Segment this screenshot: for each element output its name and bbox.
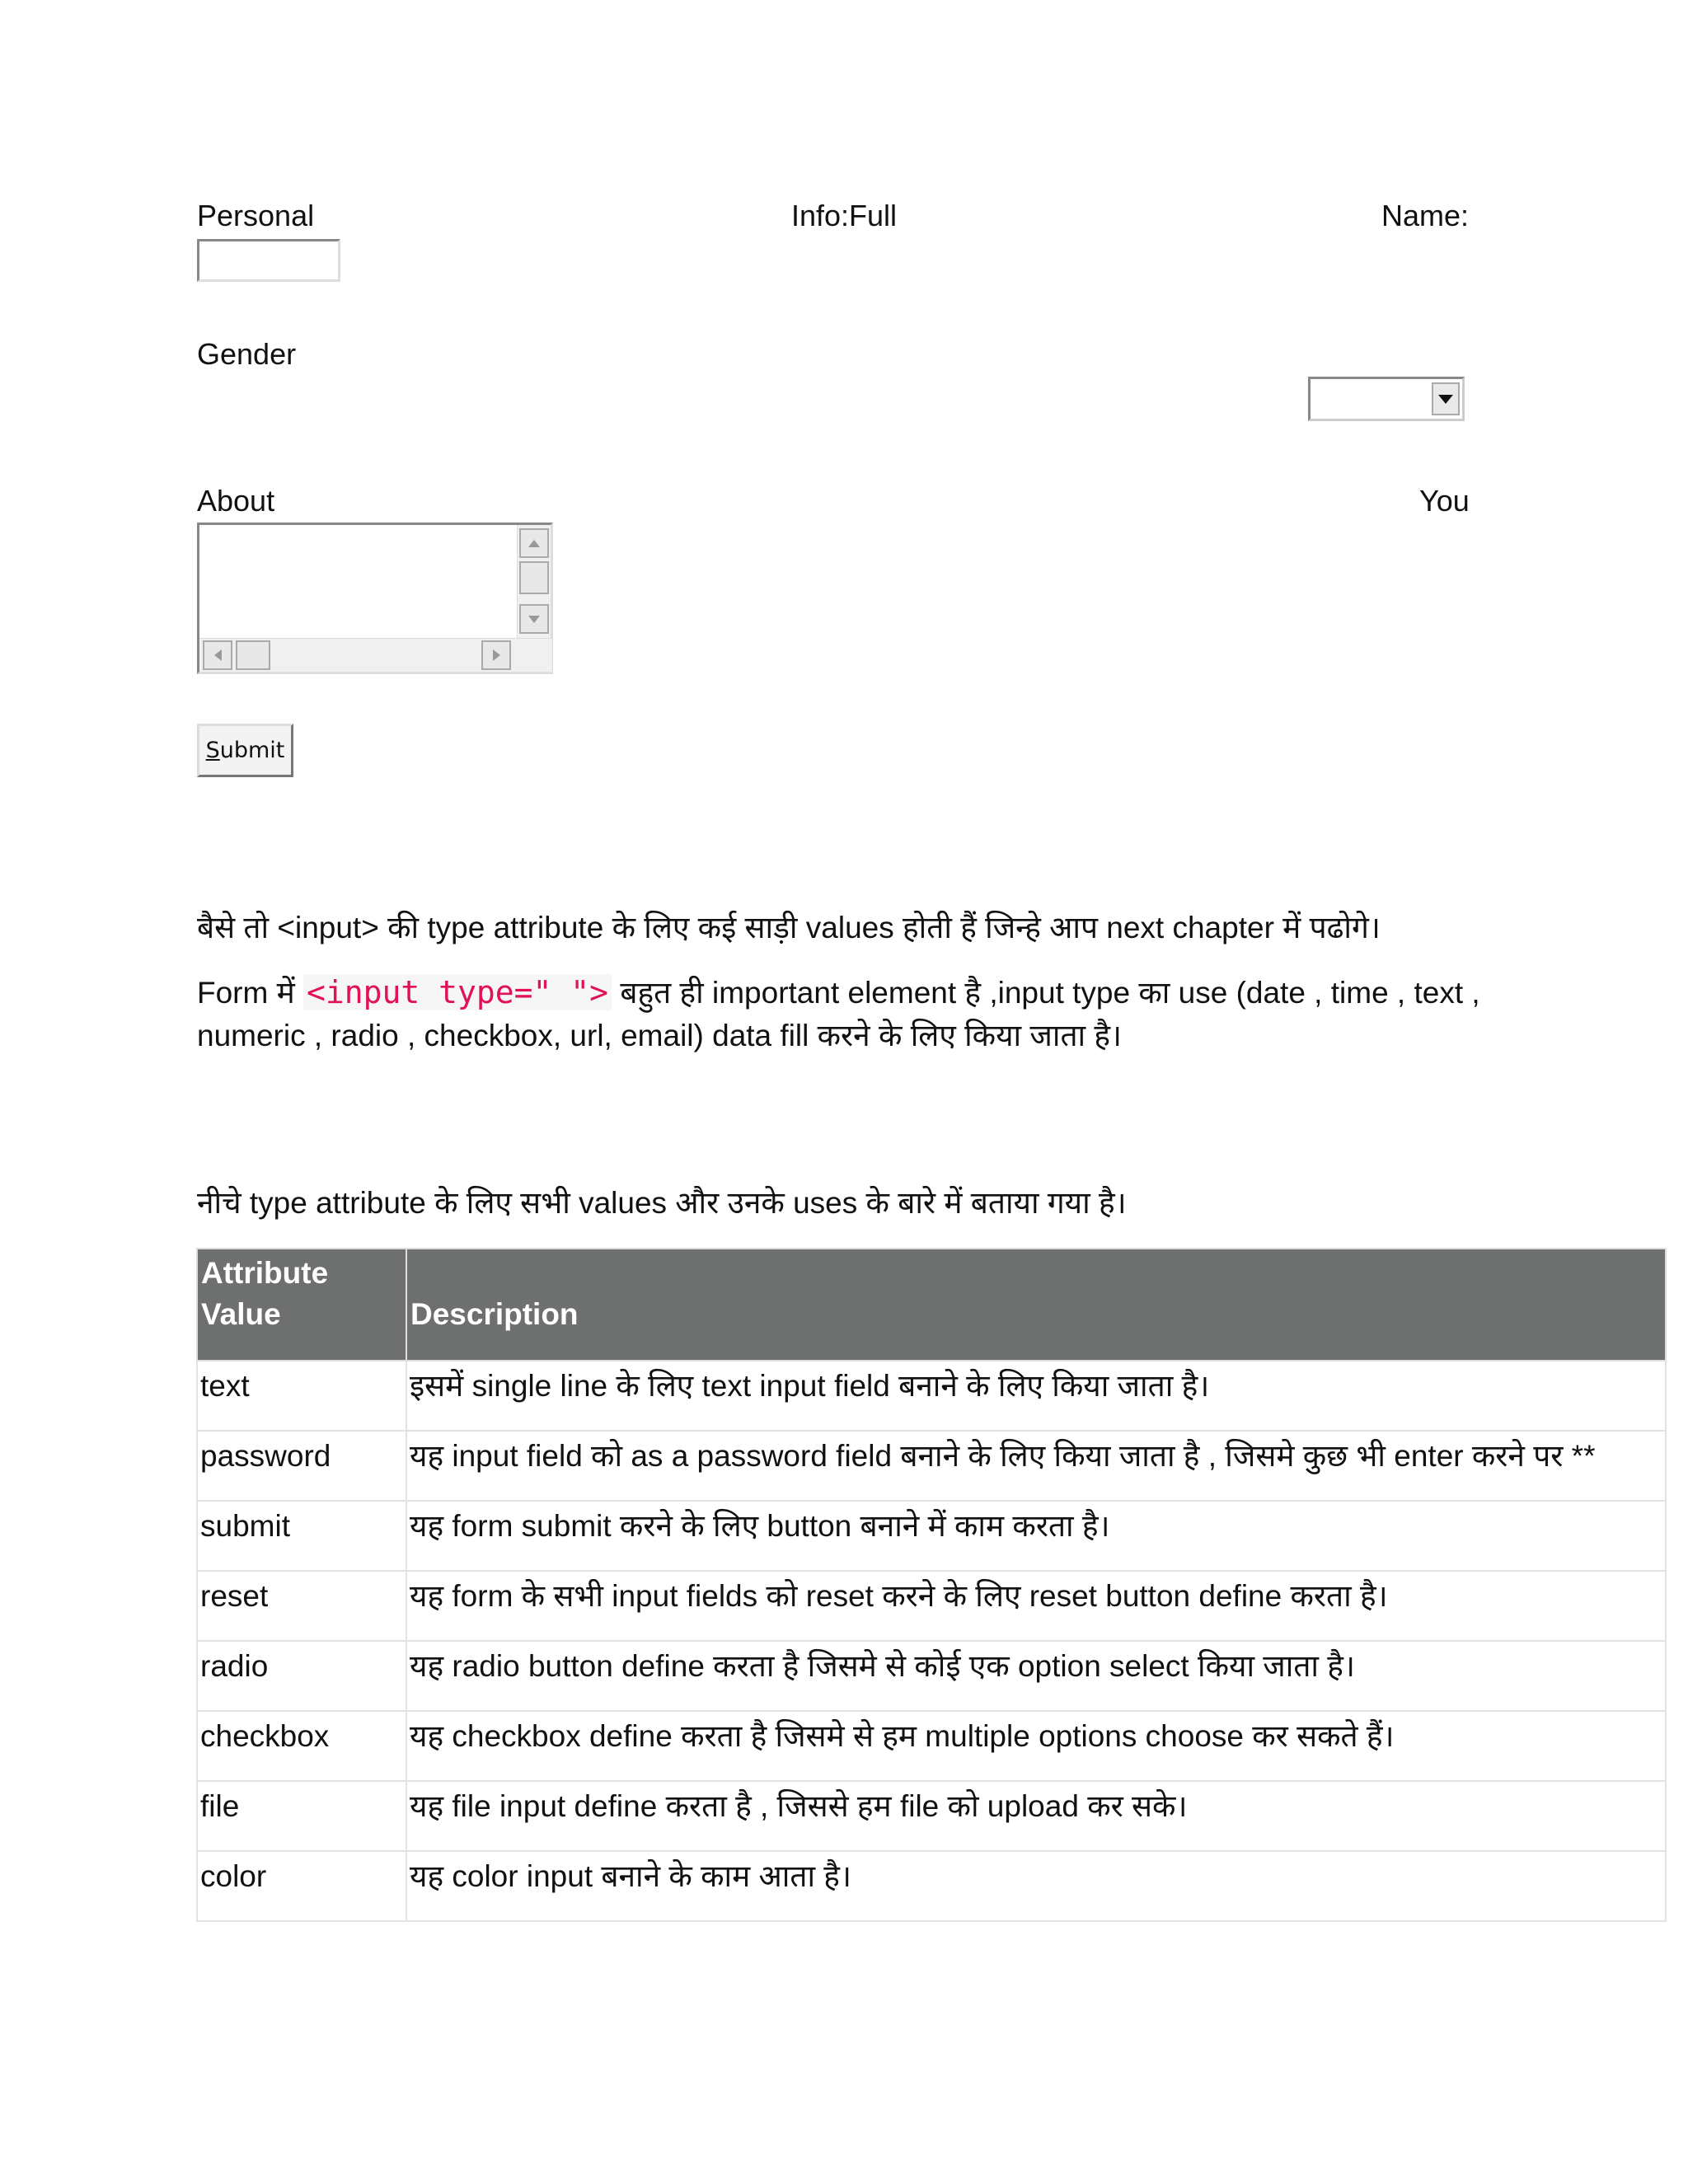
table-row	[197, 1781, 1666, 1851]
scroll-right-button[interactable]	[481, 640, 511, 670]
para2-line2: numeric , radio , checkbox, url, email) data fill करने के लिए किया जाता है।	[197, 1019, 1123, 1052]
paragraph-input-values: बैसे तो <input> की type attribute के लिए कई साड़ी values होती हैं जिन्हे आप next chapter में पढोगे।	[197, 911, 1381, 944]
vertical-scrollbar[interactable]	[517, 525, 551, 640]
cell-desc: यह color input बनाने के काम आता है।	[406, 1851, 1666, 1921]
header-attribute-value	[197, 1249, 406, 1361]
cell-desc: यह form submit करने के लिए button बनाने में काम करता है।	[406, 1501, 1666, 1571]
paragraph-table-intro: नीचे type attribute के लिए सभी values और उनके uses के बारे में बताया गया है।	[197, 1186, 1127, 1220]
label-personal: Personal	[197, 199, 315, 232]
header-col1-line2: Value	[201, 1297, 281, 1331]
about-you-textarea[interactable]	[197, 523, 553, 674]
cell-value: reset	[197, 1571, 406, 1641]
attribute-table	[196, 1248, 1667, 1922]
label-gender: Gender	[197, 337, 297, 371]
chevron-down-icon	[1438, 395, 1453, 404]
cell-value: file	[197, 1781, 406, 1851]
horizontal-scrollbar[interactable]	[199, 638, 552, 672]
full-name-input[interactable]	[197, 239, 340, 282]
label-info-full: Info:Full	[791, 199, 898, 232]
arrow-left-icon	[214, 649, 222, 661]
dropdown-button[interactable]	[1432, 382, 1460, 415]
cell-desc: यह input field को as a password field बनाने के लिए किया जाता है , जिसमे कुछ भी enter करने पर **	[406, 1431, 1666, 1501]
scroll-up-button[interactable]	[519, 528, 549, 558]
table-row	[197, 1851, 1666, 1921]
submit-label-rest: ubmit	[219, 738, 285, 763]
cell-value: radio	[197, 1641, 406, 1711]
table-row	[197, 1501, 1666, 1571]
arrow-right-icon	[493, 649, 500, 661]
scroll-down-button[interactable]	[519, 604, 549, 634]
cell-desc: यह checkbox define करता है जिसमे से हम multiple options choose कर सकते हैं।	[406, 1711, 1666, 1781]
table-row	[197, 1431, 1666, 1501]
header-col1-line1: Attribute	[201, 1256, 329, 1290]
para2-prefix: Form में	[197, 976, 304, 1010]
cell-desc: इसमें single line के लिए text input field बनाने के लिए किया जाता है।	[406, 1361, 1666, 1431]
cell-desc: यह form के सभी input fields को reset करने के लिए reset button define करता है।	[406, 1571, 1666, 1641]
cell-desc: यह radio button define करता है जिसमे से कोई एक option select किया जाता है।	[406, 1641, 1666, 1711]
vertical-scroll-thumb[interactable]	[519, 561, 549, 594]
table-header-row	[197, 1249, 1666, 1361]
cell-value: password	[197, 1431, 406, 1501]
table-row	[197, 1571, 1666, 1641]
para2-rest: बहुत ही important element है ,input type का use (date , time , text ,	[612, 976, 1480, 1010]
header-description: Description	[406, 1249, 1666, 1361]
input-type-code: <input type=" ">	[303, 974, 612, 1010]
arrow-up-icon	[528, 540, 540, 547]
label-name: Name:	[1381, 199, 1470, 232]
table-row	[197, 1361, 1666, 1431]
submit-button[interactable]	[197, 724, 293, 777]
cell-value: color	[197, 1851, 406, 1921]
cell-desc: यह file input define करता है , जिससे हम file को upload कर सके।	[406, 1781, 1666, 1851]
cell-value: checkbox	[197, 1711, 406, 1781]
paragraph-input-type	[197, 971, 1516, 1057]
table-row	[197, 1641, 1666, 1711]
cell-value: submit	[197, 1501, 406, 1571]
arrow-down-icon	[528, 616, 540, 623]
horizontal-scroll-thumb[interactable]	[236, 640, 270, 670]
table-row	[197, 1711, 1666, 1781]
cell-value: text	[197, 1361, 406, 1431]
gender-select[interactable]	[1308, 377, 1465, 421]
label-you: You	[1419, 484, 1470, 518]
label-about: About	[197, 484, 275, 518]
scroll-left-button[interactable]	[203, 640, 232, 670]
submit-access-key: S	[205, 738, 220, 763]
